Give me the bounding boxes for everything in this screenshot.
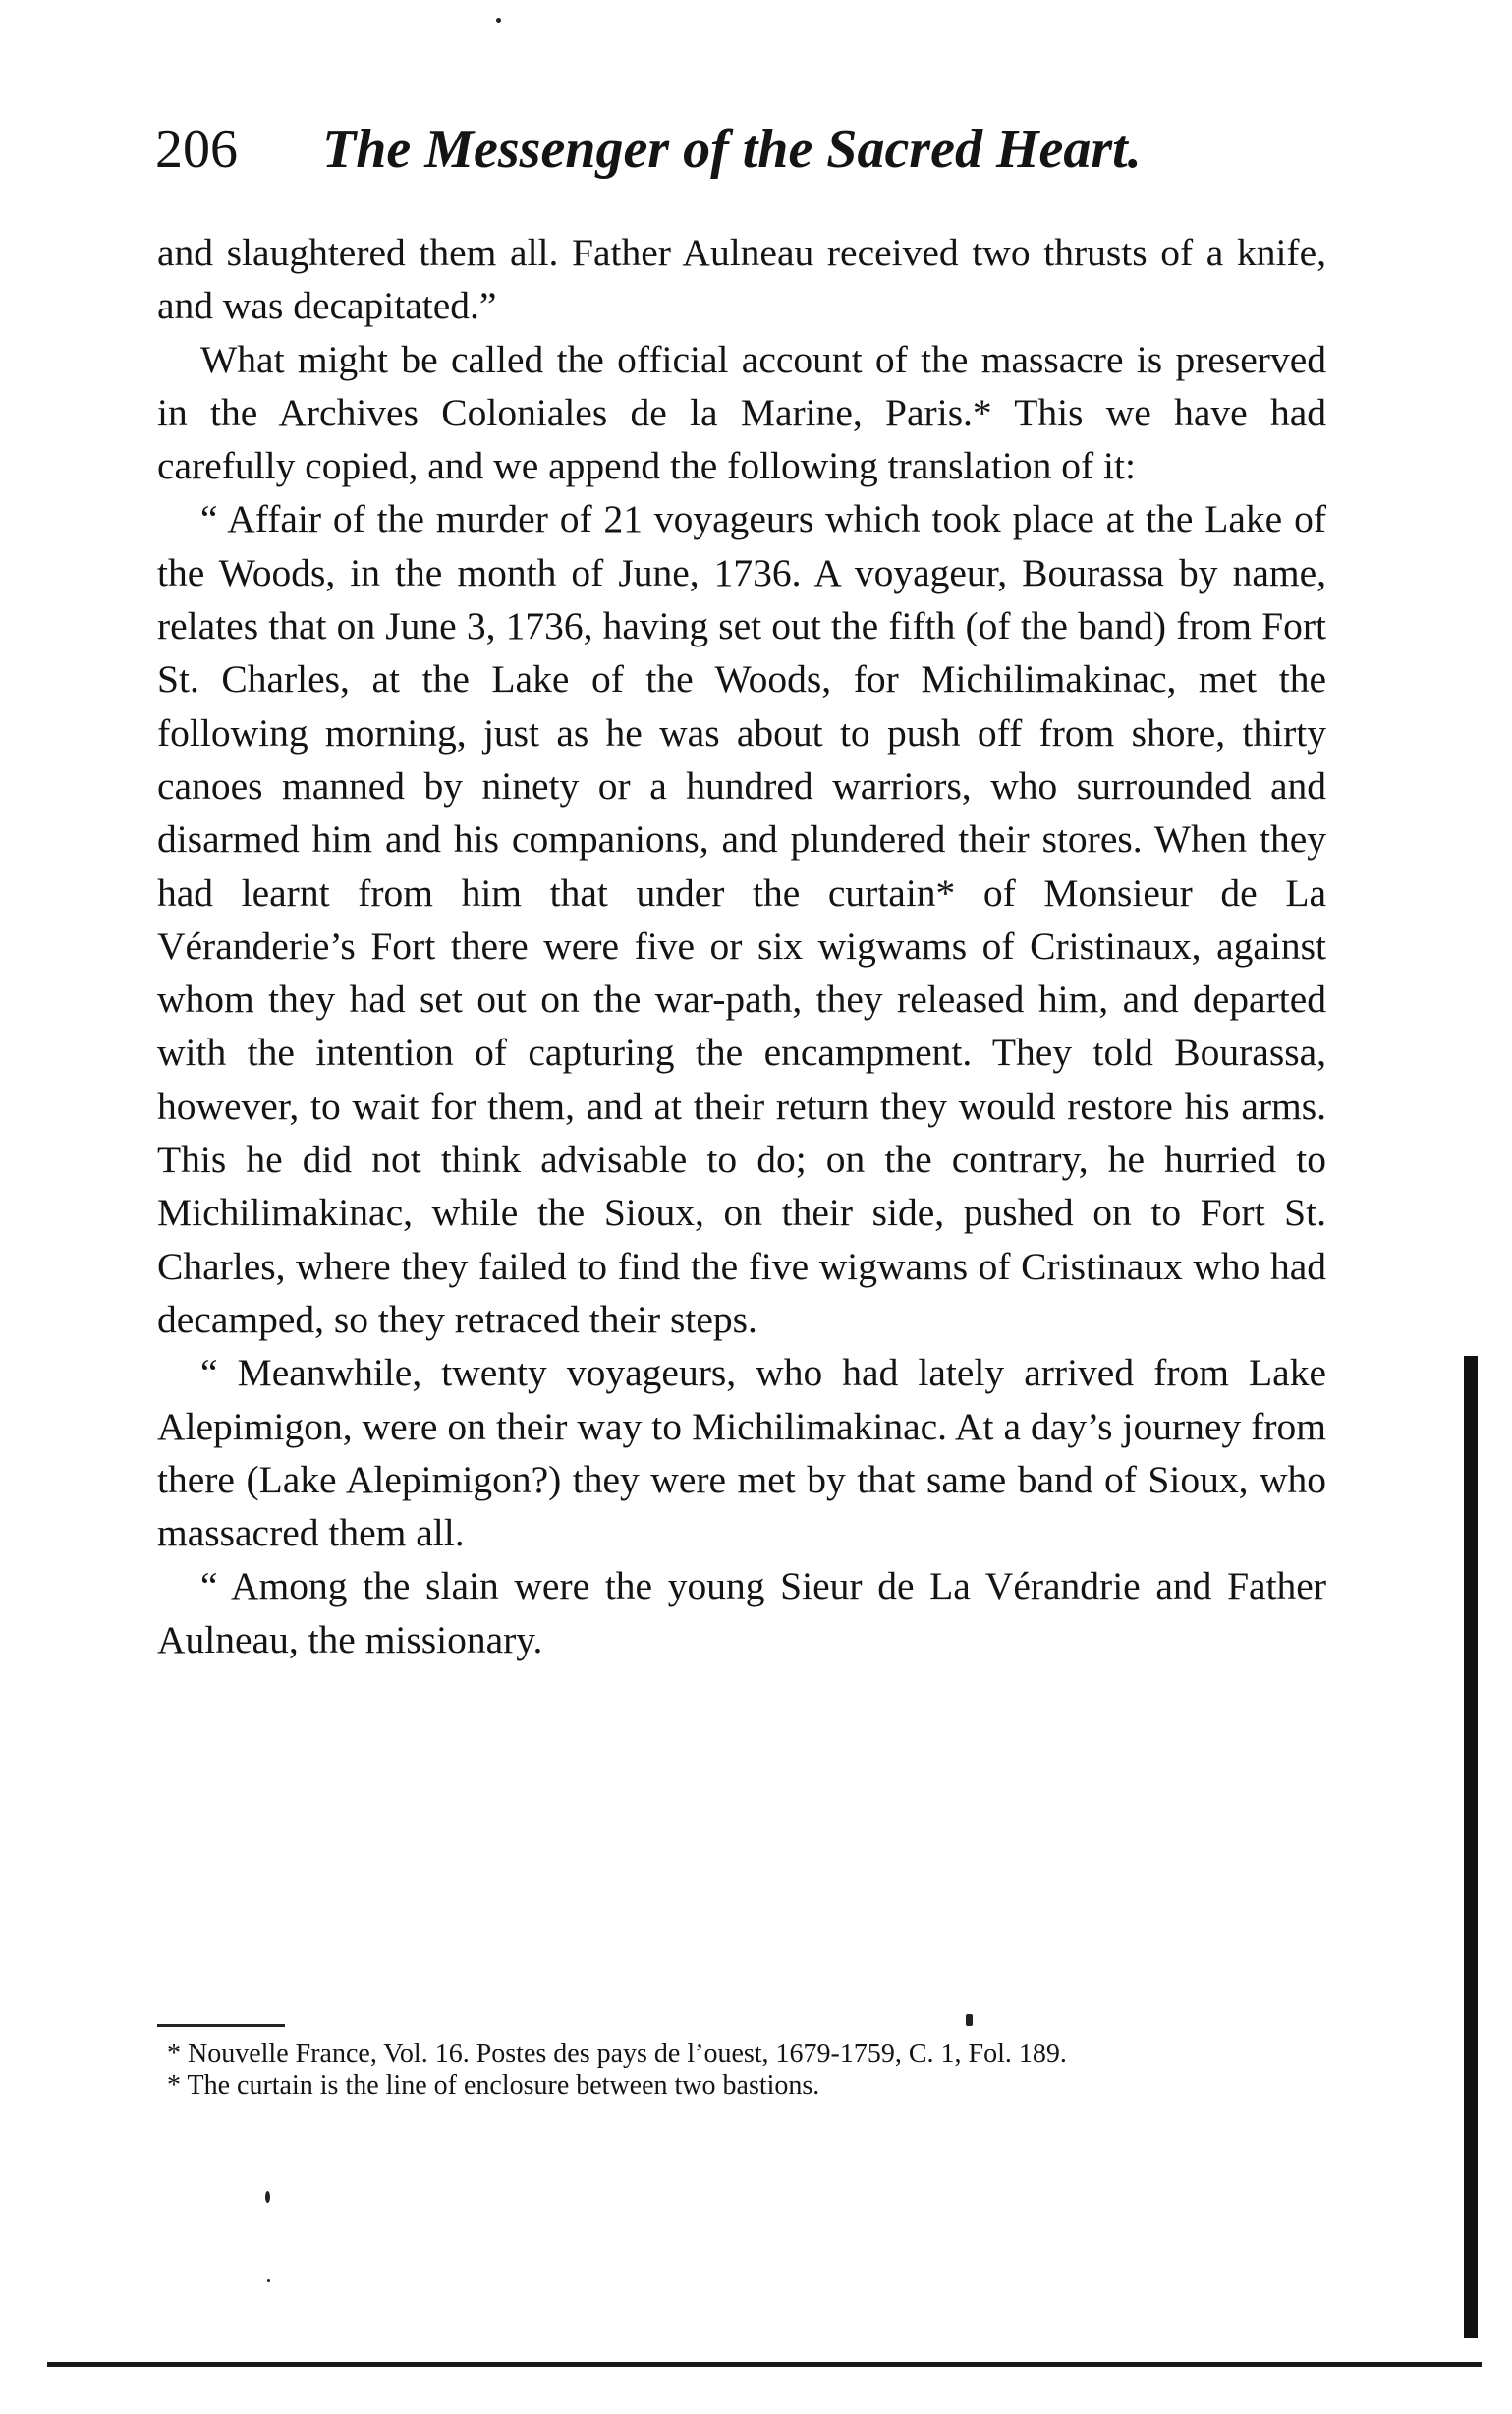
footnote-2: * The curtain is the line of enclosure between two bastions. bbox=[167, 2070, 820, 2101]
footnote-mark bbox=[966, 2014, 973, 2026]
scan-speck bbox=[496, 18, 501, 23]
paragraph-2: What might be called the official account of the massacre is preserved in the Archives Coloniales de la Marine, Paris.* This we have had carefully copied, and we append the following translation of it: bbox=[157, 337, 1326, 488]
scan-margin-bar bbox=[1464, 1356, 1478, 2338]
paragraph-3: “ Affair of the murder of 21 voyageurs which took place at the Lake of the Woods, in the month of June, 1736. A voyageur, Bourassa by name, relates that on June 3, 1736, having set out the fifth (of the band) from Fort St. Charles, at the Lake of the Woods, for Michilimakinac, met the following morning, just as he was about to push off from shore, thirty canoes manned by ninety or a hundred warriors, who surrounded and disarmed him and his companions, and plundered their stores. When they had learnt from him that under the curtain* of Monsieur de La Véranderie’s Fort there were five or six wigwams of Cristinaux, against whom they had set out on the war-path, they released him, and departed with the intention of capturing the encampment. They told Bourassa, however, to wait for them, and at their return they would restore his arms. This he did not think advisable to do; on the contrary, he hurried to Michilimakinac, while the Sioux, on their side, pushed on to Fort St. Charles, where they failed to find the five wigwams of Cristinaux who had decamped, so they retraced their steps. bbox=[157, 497, 1326, 1341]
body-text bbox=[157, 226, 1326, 1666]
scan-speck bbox=[267, 2279, 270, 2282]
footnote-rule bbox=[157, 2024, 285, 2027]
footnote-1: * Nouvelle France, Vol. 16. Postes des pays de l’ouest, 1679-1759, C. 1, Fol. 189. bbox=[167, 2039, 1067, 2069]
paragraph-4: “ Meanwhile, twenty voyageurs, who had lately arrived from Lake Alepimigon, were on their way to Michilimakinac. At a day’s journey from there (Lake Alepimigon?) they were met by that same band of Sioux, who massacred them all. bbox=[157, 1351, 1326, 1555]
scan-bottom-edge bbox=[47, 2362, 1482, 2367]
paragraph-1: and slaughtered them all. Father Aulneau received two thrusts of a knife, and was decapitated.” bbox=[157, 231, 1326, 328]
paragraph-5: “ Among the slain were the young Sieur de La Vérandrie and Father Aulneau, the missionary. bbox=[157, 1564, 1326, 1661]
footnotes bbox=[167, 2039, 1326, 2102]
page-header bbox=[155, 110, 1334, 189]
running-title: The Messenger of the Sacred Heart. bbox=[322, 119, 1142, 180]
page-number: 206 bbox=[155, 119, 238, 180]
scan-speck bbox=[265, 2191, 270, 2203]
